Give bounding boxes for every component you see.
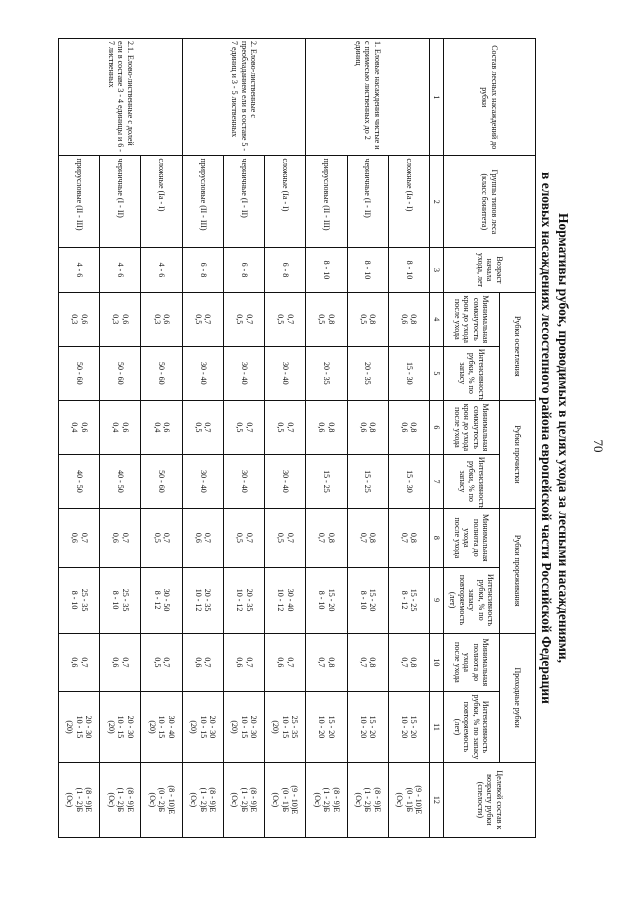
osv-int-cell: 30 - 40 bbox=[223, 346, 264, 400]
rotated-page bbox=[58, 38, 571, 838]
prh-min-cell: 0,7 0,6 bbox=[223, 633, 264, 692]
header-prj-int: Интенсивность рубки, % по запасу повторяемость (лет) bbox=[444, 567, 500, 633]
prj-int-cell: 15 - 25 8 - 12 bbox=[388, 567, 429, 633]
prh-min-cell: 0,7 0,6 bbox=[182, 633, 223, 692]
header-osvetleniya: Рубки осветления bbox=[500, 292, 536, 400]
title-line-1: Нормативы рубок, проводимых в целях ухода за лесными насаждениями, bbox=[556, 212, 571, 664]
header-age: Возраст начала ухода, лет bbox=[444, 248, 536, 293]
prj-min-cell: 0,8 0,7 bbox=[388, 508, 429, 567]
osv-int-cell: 20 - 35 bbox=[347, 346, 388, 400]
pro-int-cell: 15 - 25 bbox=[347, 454, 388, 508]
prh-min-cell: 0,8 0,7 bbox=[388, 633, 429, 692]
age-cell: 6 - 8 bbox=[223, 248, 264, 293]
prh-int-cell: 15 - 20 10 - 20 bbox=[388, 692, 429, 763]
pro-min-cell: 0,7 0,5 bbox=[182, 400, 223, 454]
column-number-row bbox=[430, 39, 444, 838]
pro-int-cell: 15 - 30 bbox=[388, 454, 429, 508]
age-cell: 8 - 10 bbox=[306, 248, 347, 293]
pro-int-cell: 40 - 50 bbox=[100, 454, 141, 508]
osv-int-cell: 30 - 40 bbox=[182, 346, 223, 400]
groups-cell: сложные (Iа - I) bbox=[265, 156, 306, 248]
column-number: 10 bbox=[430, 633, 444, 692]
table-row bbox=[182, 39, 223, 838]
page-number: 70 bbox=[591, 439, 606, 453]
column-number: 9 bbox=[430, 567, 444, 633]
column-number: 2 bbox=[430, 156, 444, 248]
pro-int-cell: 30 - 40 bbox=[182, 454, 223, 508]
header-target: Целевой состав к возрасту рубки (спелости) bbox=[444, 762, 536, 837]
header-prh-min: Минимальная полнота до ухода после ухода bbox=[444, 633, 500, 692]
header-row-1 bbox=[500, 39, 536, 838]
prj-min-cell: 0,7 0,5 bbox=[223, 508, 264, 567]
age-cell: 6 - 8 bbox=[265, 248, 306, 293]
pro-min-cell: 0,7 0,5 bbox=[223, 400, 264, 454]
osv-int-cell: 50 - 60 bbox=[59, 346, 100, 400]
prj-int-cell: 30 - 50 8 - 12 bbox=[141, 567, 182, 633]
prh-min-cell: 0,7 0,6 bbox=[265, 633, 306, 692]
target-cell: (8 - 10)Е (0 - 2)Б (Ос) bbox=[141, 762, 182, 837]
header-prh-int: Интенсивность рубки, % по запасу повторяемость (лет) bbox=[444, 692, 500, 763]
prh-int-cell: 15 - 20 10 - 20 bbox=[306, 692, 347, 763]
osv-min-cell: 0,7 0,5 bbox=[223, 292, 264, 346]
prj-min-cell: 0,8 0,7 bbox=[306, 508, 347, 567]
pro-min-cell: 0,6 0,4 bbox=[141, 400, 182, 454]
pro-int-cell: 50 - 60 bbox=[141, 454, 182, 508]
groups-cell: черничные (I - II) bbox=[347, 156, 388, 248]
pro-int-cell: 40 - 50 bbox=[59, 454, 100, 508]
groups-cell: черничные (I - II) bbox=[100, 156, 141, 248]
prj-int-cell: 25 - 35 8 - 10 bbox=[100, 567, 141, 633]
prh-int-cell: 15 - 20 10 - 20 bbox=[347, 692, 388, 763]
prh-min-cell: 0,7 0,6 bbox=[59, 633, 100, 692]
pro-min-cell: 0,8 0,6 bbox=[306, 400, 347, 454]
column-number: 1 bbox=[430, 39, 444, 156]
prh-min-cell: 0,7 0,6 bbox=[100, 633, 141, 692]
pro-int-cell: 30 - 40 bbox=[223, 454, 264, 508]
prj-min-cell: 0,7 0,5 bbox=[265, 508, 306, 567]
target-cell: (9 - 10)Е (0 - 1)Б (Ос) bbox=[265, 762, 306, 837]
groups-cell: сложные (Iа - I) bbox=[141, 156, 182, 248]
header-groups: Группы типов леса (класс бонитета) bbox=[444, 156, 536, 248]
target-cell: (8 - 9)Е (1 - 2)Б (Ос) bbox=[223, 762, 264, 837]
column-number: 5 bbox=[430, 346, 444, 400]
pro-min-cell: 0,8 0,6 bbox=[388, 400, 429, 454]
prj-min-cell: 0,7 0,5 bbox=[141, 508, 182, 567]
osv-min-cell: 0,7 0,5 bbox=[265, 292, 306, 346]
table-row bbox=[59, 39, 100, 838]
osv-min-cell: 0,6 0,3 bbox=[100, 292, 141, 346]
osv-int-cell: 50 - 60 bbox=[141, 346, 182, 400]
header-prorejivaniya: Рубки прореживания bbox=[500, 508, 536, 633]
table-row bbox=[141, 39, 182, 838]
osv-min-cell: 0,6 0,3 bbox=[141, 292, 182, 346]
header-prj-min: Минимальная полнота до ухода после ухода bbox=[444, 508, 500, 567]
target-cell: (8 - 9)Е (1 - 2)Б (Ос) bbox=[100, 762, 141, 837]
groups-cell: сложные (Iа - I) bbox=[388, 156, 429, 248]
pro-int-cell: 15 - 25 bbox=[306, 454, 347, 508]
column-number: 11 bbox=[430, 692, 444, 763]
column-number: 4 bbox=[430, 292, 444, 346]
age-cell: 6 - 8 bbox=[182, 248, 223, 293]
table-row bbox=[388, 39, 429, 838]
column-number: 6 bbox=[430, 400, 444, 454]
target-cell: (8 - 9)Е (1 - 2)Б (Ос) bbox=[306, 762, 347, 837]
prj-int-cell: 20 - 35 10 - 12 bbox=[182, 567, 223, 633]
pro-min-cell: 0,8 0,6 bbox=[347, 400, 388, 454]
table-row bbox=[306, 39, 347, 838]
prh-int-cell: 25 - 35 10 - 15 (20) bbox=[265, 692, 306, 763]
groups-cell: прирусловые (II - III) bbox=[59, 156, 100, 248]
pro-min-cell: 0,6 0,4 bbox=[100, 400, 141, 454]
groups-cell: прирусловые (II - III) bbox=[182, 156, 223, 248]
table-row bbox=[347, 39, 388, 838]
table-row bbox=[100, 39, 141, 838]
pro-min-cell: 0,6 0,4 bbox=[59, 400, 100, 454]
prj-min-cell: 0,8 0,7 bbox=[347, 508, 388, 567]
pro-int-cell: 30 - 40 bbox=[265, 454, 306, 508]
osv-min-cell: 0,7 0,5 bbox=[182, 292, 223, 346]
age-cell: 8 - 10 bbox=[347, 248, 388, 293]
osv-min-cell: 0,8 0,6 bbox=[388, 292, 429, 346]
groups-cell: черничные (I - II) bbox=[223, 156, 264, 248]
prj-min-cell: 0,7 0,6 bbox=[100, 508, 141, 567]
header-prochistki: Рубки прочистки bbox=[500, 400, 536, 508]
prh-int-cell: 20 - 30 10 - 15 (20) bbox=[223, 692, 264, 763]
title-line-2: в еловых насаждениях лесостепного района европейской части Российской Федерации bbox=[539, 172, 554, 704]
prh-min-cell: 0,8 0,7 bbox=[347, 633, 388, 692]
header-composition: Состав лесных насаждений до рубки bbox=[444, 39, 536, 156]
target-cell: (8 - 9)Е (1 - 2)Б (Ос) bbox=[347, 762, 388, 837]
age-cell: 4 - 6 bbox=[59, 248, 100, 293]
table-row bbox=[223, 39, 264, 838]
composition-cell: 1. Еловые насаждения чистые и с примесью лиственных до 2 единиц bbox=[306, 39, 430, 156]
table-body bbox=[59, 39, 430, 838]
target-cell: (8 - 9)Е (1 - 2)Б (Ос) bbox=[182, 762, 223, 837]
column-number: 7 bbox=[430, 454, 444, 508]
norms-table bbox=[58, 38, 536, 838]
header-pro-int: Интенсивность рубки, % по запасу bbox=[444, 454, 500, 508]
age-cell: 8 - 10 bbox=[388, 248, 429, 293]
prj-int-cell: 15 - 20 8 - 10 bbox=[347, 567, 388, 633]
prj-min-cell: 0,7 0,6 bbox=[59, 508, 100, 567]
osv-min-cell: 0,8 0,5 bbox=[306, 292, 347, 346]
prj-int-cell: 15 - 20 8 - 10 bbox=[306, 567, 347, 633]
osv-min-cell: 0,8 0,5 bbox=[347, 292, 388, 346]
column-number: 8 bbox=[430, 508, 444, 567]
document-title bbox=[538, 38, 572, 838]
header-pro-min: Минимальная сомкнутость крон до ухода после ухода bbox=[444, 400, 500, 454]
prh-int-cell: 20 - 30 10 - 15 (20) bbox=[100, 692, 141, 763]
age-cell: 4 - 6 bbox=[141, 248, 182, 293]
osv-int-cell: 30 - 40 bbox=[265, 346, 306, 400]
target-cell: (9 - 10)Е (0 - 1)Б (Ос) bbox=[388, 762, 429, 837]
prh-min-cell: 0,8 0,7 bbox=[306, 633, 347, 692]
groups-cell: прирусловые (II - III) bbox=[306, 156, 347, 248]
prj-min-cell: 0,7 0,6 bbox=[182, 508, 223, 567]
composition-cell: 2.1. Елово-лиственные с долей ели в составе 3 - 4 единицы и 6 - 7 лиственных bbox=[59, 39, 183, 156]
prh-int-cell: 20 - 30 10 - 15 (20) bbox=[182, 692, 223, 763]
prj-int-cell: 30 - 40 10 - 12 bbox=[265, 567, 306, 633]
osv-int-cell: 50 - 60 bbox=[100, 346, 141, 400]
osv-int-cell: 20 - 35 bbox=[306, 346, 347, 400]
pro-min-cell: 0,7 0,5 bbox=[265, 400, 306, 454]
prj-int-cell: 20 - 35 10 - 12 bbox=[223, 567, 264, 633]
composition-cell: 2. Елово-лиственные с преобладанием ели в составе 5 - 7 единиц и 3 - 5 лиственных bbox=[182, 39, 306, 156]
osv-int-cell: 15 - 30 bbox=[388, 346, 429, 400]
table-row bbox=[265, 39, 306, 838]
age-cell: 4 - 6 bbox=[100, 248, 141, 293]
prj-int-cell: 25 - 35 8 - 10 bbox=[59, 567, 100, 633]
osv-min-cell: 0,6 0,3 bbox=[59, 292, 100, 346]
header-osv-int: Интенсивность рубки, % по запасу bbox=[444, 346, 500, 400]
header-prohodnye: Проходные рубки bbox=[500, 633, 536, 762]
prh-min-cell: 0,7 0,5 bbox=[141, 633, 182, 692]
column-number: 12 bbox=[430, 762, 444, 837]
prh-int-cell: 20 - 30 10 - 15 (20) bbox=[59, 692, 100, 763]
prh-int-cell: 30 - 40 10 - 15 (20) bbox=[141, 692, 182, 763]
column-number: 3 bbox=[430, 248, 444, 293]
header-osv-min: Минимальная сомкнутость крон до ухода после ухода bbox=[444, 292, 500, 346]
target-cell: (8 - 9)Е (1 - 2)Б (Ос) bbox=[59, 762, 100, 837]
